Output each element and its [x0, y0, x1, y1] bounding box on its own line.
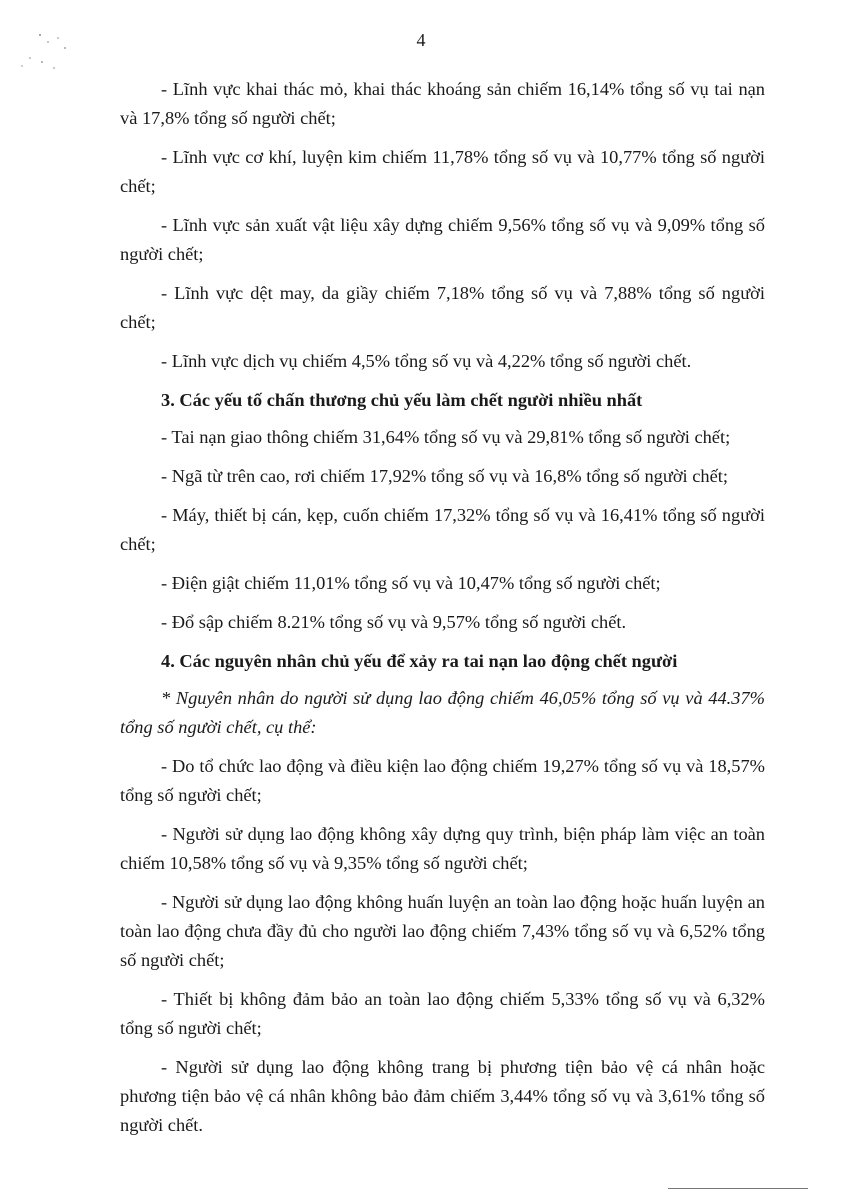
paragraph-training: - Người sử dụng lao động không huấn luyện an toàn lao động hoặc huấn luyện an toàn lao động chưa đầy đủ cho người lao động chiếm 7,43% tổng số vụ và 6,52% tổng số người chết;: [120, 892, 765, 970]
section-heading-4: 4. Các nguyên nhân chủ yếu để xảy ra tai nạn lao động chết người: [161, 651, 678, 671]
footer-rule: [668, 1188, 808, 1189]
paragraph-services: - Lĩnh vực dịch vụ chiếm 4,5% tổng số vụ và 4,22% tổng số người chết.: [161, 351, 692, 371]
paragraph-machinery: - Máy, thiết bị cán, kẹp, cuốn chiếm 17,32% tổng số vụ và 16,41% tổng số người chết;: [120, 505, 765, 554]
paragraph-equipment: - Thiết bị không đảm bảo an toàn lao động chiếm 5,33% tổng số vụ và 6,32% tổng số người chết;: [120, 989, 765, 1038]
paragraph-textile: - Lĩnh vực dệt may, da giầy chiếm 7,18% tổng số vụ và 7,88% tổng số người chết;: [120, 283, 765, 332]
paragraph-falls: - Ngã từ trên cao, rơi chiếm 17,92% tổng số vụ và 16,8% tổng số người chết;: [161, 466, 728, 486]
paragraph-mining: - Lĩnh vực khai thác mỏ, khai thác khoáng sản chiếm 16,14% tổng số vụ tai nạn và 17,8% tổng số người chết;: [120, 79, 765, 128]
section-heading-3: 3. Các yếu tố chấn thương chủ yếu làm chết người nhiều nhất: [161, 390, 643, 410]
paragraph-ppe: - Người sử dụng lao động không trang bị phương tiện bảo vệ cá nhân hoặc phương tiện bảo vệ cá nhân không bảo đảm chiếm 3,44% tổng số vụ và 3,61% tổng số người chết.: [120, 1057, 765, 1135]
paragraph-organization: - Do tổ chức lao động và điều kiện lao động chiếm 19,27% tổng số vụ và 18,57% tổng số người chết;: [120, 756, 765, 805]
paragraph-construction-materials: - Lĩnh vực sản xuất vật liệu xây dựng chiếm 9,56% tổng số vụ và 9,09% tổng số người chết;: [120, 215, 765, 264]
paragraph-collapse: - Đổ sập chiếm 8.21% tổng số vụ và 9,57% tổng số người chết.: [161, 612, 627, 632]
page-number: 4: [416, 30, 426, 50]
paragraph-employer-causes: * Nguyên nhân do người sử dụng lao động chiếm 46,05% tổng số vụ và 44.37% tổng số người chết, cụ thể:: [120, 688, 765, 737]
paragraph-electric: - Điện giật chiếm 11,01% tổng số vụ và 10,47% tổng số người chết;: [161, 573, 661, 593]
paragraph-metallurgy: - Lĩnh vực cơ khí, luyện kim chiếm 11,78% tổng số vụ và 10,77% tổng số người chết;: [120, 147, 765, 196]
paragraph-traffic: - Tai nạn giao thông chiếm 31,64% tổng số vụ và 29,81% tổng số người chết;: [161, 427, 731, 447]
paragraph-procedures: - Người sử dụng lao động không xây dựng quy trình, biện pháp làm việc an toàn chiếm 10,58% tổng số vụ và 9,35% tổng số người chết;: [120, 824, 765, 873]
document-body: [120, 75, 765, 1150]
